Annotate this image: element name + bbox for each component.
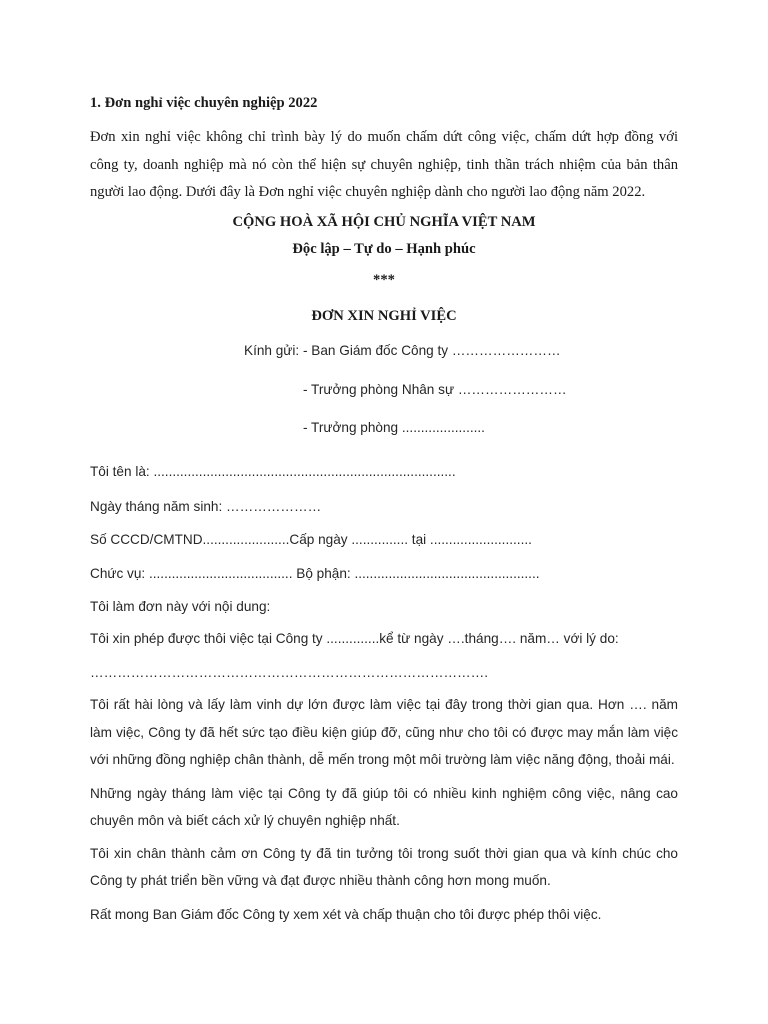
- form-title: ĐƠN XIN NGHỈ VIỆC: [311, 308, 457, 324]
- intro-line: người lao động. Dưới đây là Đơn nghỉ việc chuyên nghiệp dành cho người lao động năm 2022.: [90, 184, 646, 200]
- id-card-field: Số CCCD/CMTND.......................Cấp ngày ............... tại ...........................: [90, 532, 532, 547]
- intro-line: công ty, doanh nghiệp mà nó còn thể hiện sự chuyên nghiệp, tinh thần trách nhiệm của bản thân: [90, 157, 678, 173]
- reason-field: …………………………………………………………………………….: [90, 665, 488, 680]
- stars-divider: ***: [373, 272, 395, 288]
- body-line: Tôi rất hài lòng và lấy làm vinh dự lớn được làm việc tại đây trong thời gian qua. Hơn …. năm: [90, 697, 678, 712]
- resignation-request: Tôi xin phép được thôi việc tại Công ty ..............kể từ ngày ….tháng…. năm… với lý do:: [90, 631, 619, 646]
- body-line: Công ty phát triển bền vững và đạt được nhiều thành công hơn mong muốn.: [90, 873, 551, 888]
- section-heading: 1. Đơn nghỉ việc chuyên nghiệp 2022: [90, 95, 318, 111]
- birth-date-field: Ngày tháng năm sinh: …………………: [90, 499, 322, 514]
- intro-line: Đơn xin nghỉ việc không chỉ trình bày lý do muốn chấm dứt công việc, chấm dứt hợp đồng với: [90, 129, 678, 145]
- body-line: Rất mong Ban Giám đốc Công ty xem xét và chấp thuận cho tôi được phép thôi việc.: [90, 907, 602, 922]
- content-intro: Tôi làm đơn này với nội dung:: [90, 599, 271, 614]
- national-motto: Độc lập – Tự do – Hạnh phúc: [292, 241, 476, 257]
- body-line: Những ngày tháng làm việc tại Công ty đã giúp tôi có nhiều kinh nghiệm công việc, nâng cao: [90, 786, 678, 801]
- position-department-field: Chức vụ: ...................................... Bộ phận: .................................................: [90, 566, 540, 581]
- recipient-line: Kính gửi: - Ban Giám đốc Công ty ……………………: [244, 343, 561, 358]
- recipient-line: - Trưởng phòng ......................: [303, 420, 485, 435]
- national-title: CỘNG HOÀ XÃ HỘI CHỦ NGHĨA VIỆT NAM: [232, 214, 536, 230]
- name-field: Tôi tên là: ................................................................................: [90, 464, 456, 479]
- body-line: làm việc, Công ty đã hết sức tạo điều kiện giúp đỡ, cũng như cho tôi có được may mắn làm việc: [90, 725, 678, 740]
- body-line: với những đồng nghiệp chân thành, dễ mến trong một môi trường làm việc năng động, thoải mái.: [90, 752, 675, 767]
- body-line: chuyên môn và biết cách xử lý chuyên nghiệp nhất.: [90, 813, 400, 828]
- body-line: Tôi xin chân thành cảm ơn Công ty đã tin tưởng tôi trong suốt thời gian qua và kính chúc cho: [90, 846, 678, 861]
- recipient-line: - Trưởng phòng Nhân sự ……………………: [303, 382, 567, 397]
